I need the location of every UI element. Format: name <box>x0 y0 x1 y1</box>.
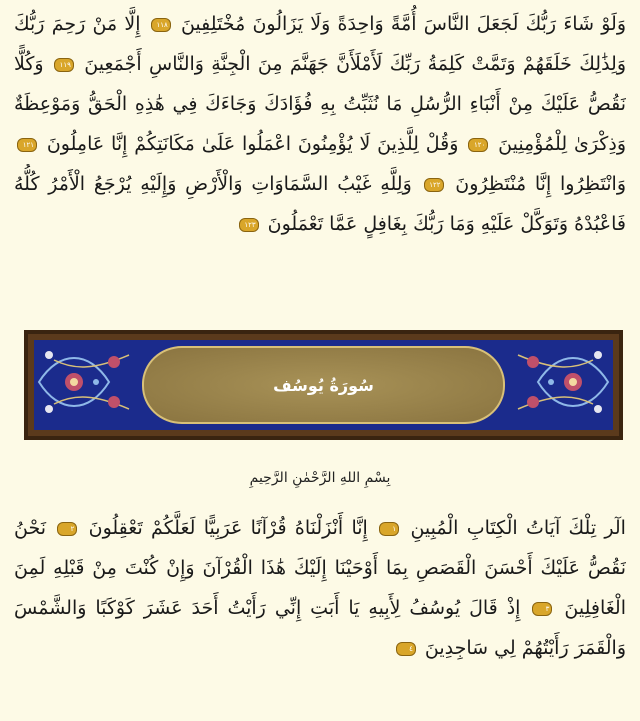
floral-ornament-icon <box>503 340 613 424</box>
verse-text: وَلِذَٰلِكَ خَلَقَهُمْ وَتَمَّتْ كَلِمَةُ رَبِّكَ لَأَمْلَأَنَّ جَهَنَّمَ مِنَ الْجِنَّةِ وَالنَّاسِ أَجْمَعِينَ <box>84 53 626 75</box>
verse-text: نَحْنُ <box>14 517 47 539</box>
verse-text: وَلَوْ شَاءَ رَبُّكَ لَجَعَلَ النَّاسَ أُمَّةً وَاحِدَةً وَلَا يَزَالُونَ مُخْتَلِفِينَ <box>180 13 626 35</box>
verse-line <box>14 124 626 164</box>
ayah-number-marker: ١٢٠ <box>468 138 488 152</box>
ayah-number-marker: ١٢١ <box>17 138 37 152</box>
verse-text: وَقُلْ لِلَّذِينَ لَا يُؤْمِنُونَ اعْمَلُوا عَلَىٰ مَكَانَتِكُمْ إِنَّا عَامِلُونَ <box>46 133 459 155</box>
bottom-verses <box>14 508 626 668</box>
verse-line <box>14 508 626 548</box>
verse-line <box>14 204 626 244</box>
verse-text: فَاعْبُدْهُ وَتَوَكَّلْ عَلَيْهِ وَمَا رَبُّكَ بِغَافِلٍ عَمَّا تَعْمَلُونَ <box>267 213 626 235</box>
verse-line <box>14 588 626 628</box>
ayah-number-marker: ١٢٣ <box>239 218 259 232</box>
verse-text: إِنَّا أَنْزَلْنَاهُ قُرْآنًا عَرَبِيًّا لَعَلَّكُمْ تَعْقِلُونَ <box>88 517 368 539</box>
top-verses <box>14 4 626 244</box>
surah-header-banner <box>24 330 623 440</box>
verse-line <box>14 164 626 204</box>
verse-text: وَلِلَّهِ غَيْبُ السَّمَاوَاتِ وَالْأَرْضِ وَإِلَيْهِ يُرْجَعُ الْأَمْرُ كُلُّهُ <box>14 173 412 195</box>
surah-title: سُورَةُ يُوسُف <box>273 375 374 395</box>
verse-text: وَانْتَظِرُوا إِنَّا مُنْتَظِرُونَ <box>455 173 626 195</box>
verse-text: الٓر تِلْكَ آيَاتُ الْكِتَابِ الْمُبِينِ <box>410 517 626 539</box>
verse-line <box>14 44 626 84</box>
ayah-number-marker: ٣ <box>532 602 552 616</box>
basmala: بِسْمِ اللهِ الرَّحْمٰنِ الرَّحِيمِ <box>249 470 391 486</box>
verse-line <box>14 84 626 124</box>
floral-ornament-icon <box>34 340 144 424</box>
verse-text: إِلَّا مَنْ رَحِمَ رَبُّكَ <box>14 13 141 35</box>
ayah-number-marker: ٢ <box>57 522 77 536</box>
ayah-number-marker: ٤ <box>396 642 416 656</box>
ayah-number-marker: ١ <box>379 522 399 536</box>
ayah-number-marker: ١١٩ <box>54 58 74 72</box>
verse-line <box>14 4 626 44</box>
verse-line <box>14 628 626 668</box>
verse-text: وَذِكْرَىٰ لِلْمُؤْمِنِينَ <box>498 133 626 155</box>
verse-line <box>14 548 626 588</box>
banner-field <box>34 340 613 430</box>
verse-text: الْغَافِلِينَ <box>564 597 626 619</box>
verse-text: إِذْ قَالَ يُوسُفُ لِأَبِيهِ يَا أَبَتِ إِنِّي رَأَيْتُ أَحَدَ عَشَرَ كَوْكَبًا وَالشَّمْسَ <box>14 597 521 619</box>
verse-text: وَكُلًّا <box>14 53 44 75</box>
surah-title-cartouche <box>142 346 505 424</box>
verse-text: وَالْقَمَرَ رَأَيْتُهُمْ لِي سَاجِدِينَ <box>424 637 626 659</box>
ayah-number-marker: ١٢٢ <box>424 178 444 192</box>
verse-text: نَقُصُّ عَلَيْكَ مِنْ أَنْبَاءِ الرُّسُلِ مَا نُثَبِّتُ بِهِ فُؤَادَكَ وَجَاءَكَ فِي هَٰذِهِ الْحَقُّ وَمَوْعِظَةٌ <box>14 93 626 115</box>
ayah-number-marker: ١١٨ <box>151 18 171 32</box>
verse-text: نَقُصُّ عَلَيْكَ أَحْسَنَ الْقَصَصِ بِمَا أَوْحَيْنَا إِلَيْكَ هَٰذَا الْقُرْآنَ وَإِنْ كُنْتَ مِنْ قَبْلِهِ لَمِنَ <box>14 557 626 579</box>
